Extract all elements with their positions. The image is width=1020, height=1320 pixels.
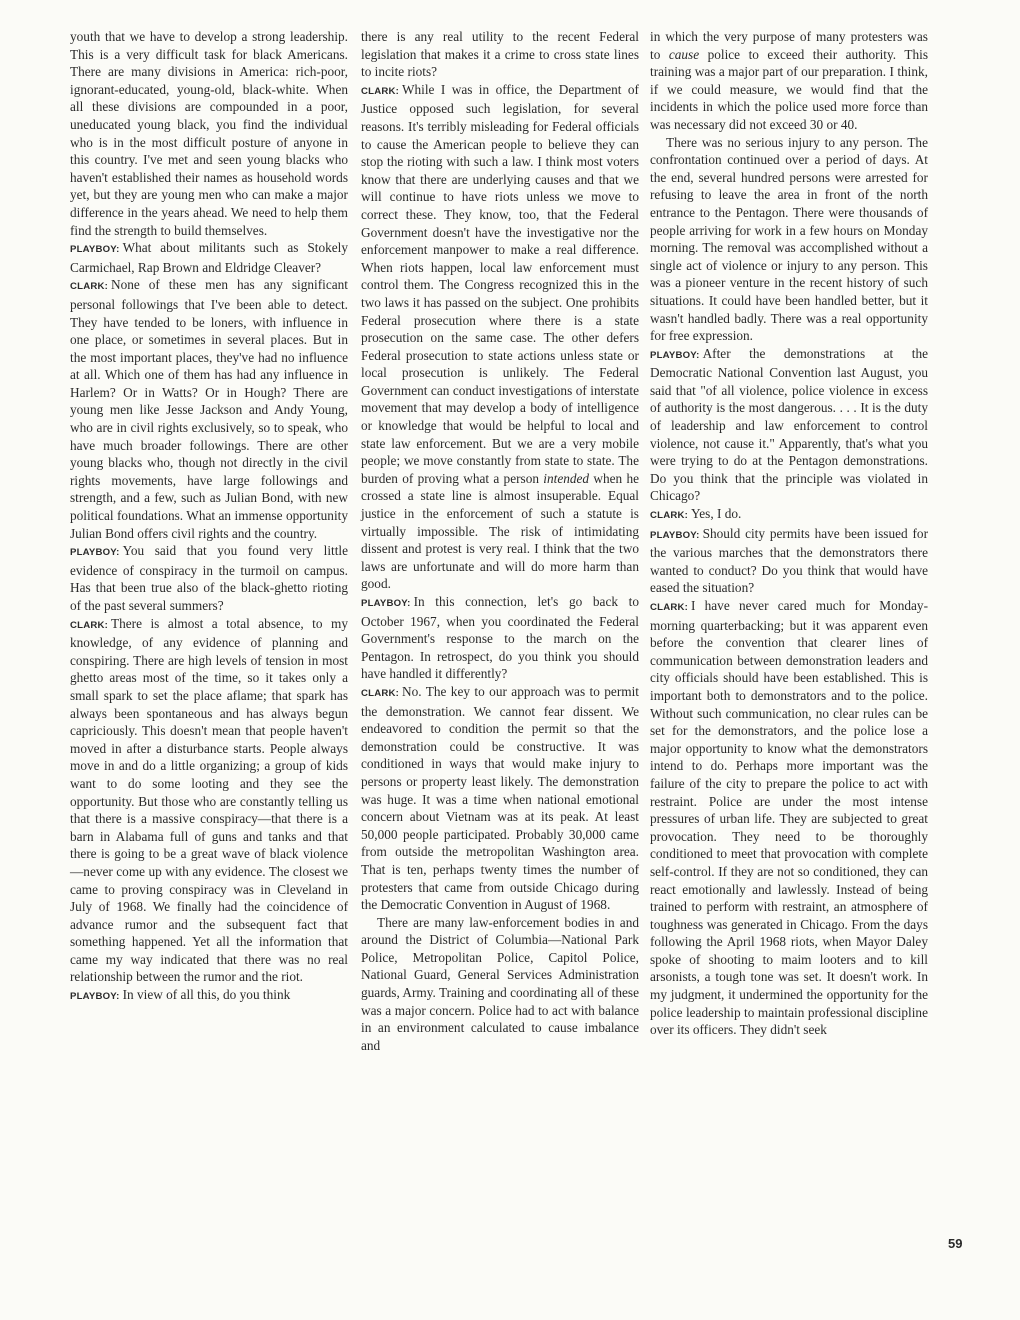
paragraph <box>70 239 348 276</box>
speaker-label: PLAYBOY: <box>70 991 120 1003</box>
speaker-label: CLARK: <box>70 619 108 631</box>
paragraph-text: in which the very purpose of many protesters was to <box>650 29 928 62</box>
paragraph <box>361 593 639 683</box>
paragraph <box>70 542 348 614</box>
paragraph <box>650 505 928 525</box>
text-column-1 <box>70 28 348 1006</box>
paragraph <box>361 81 639 593</box>
paragraph-text: I have never cared much for Monday-morning quarterbacking; but it was apparent even before the convention that clearer lines of communication between demonstration leaders and city officials should have been established. This is important both to demonstrators and to the police. Without such communication, no clear rules can be set for the demonstrators, and the police lose a major opportunity to know what the demonstrators intend to do. Perhaps more important was the failure of the city to prepare the police to act with restraint. Police are under the most intense pressures of urban life. They are subjected to great provocation. They need to be thoroughly conditioned to meet that provocation with complete self-control. If they are not so conditioned, they can react emotionally and lawlessly. Instead of being trained to perform with restraint, an atmosphere of toughness was generated in Chicago. From the days following the April 1968 riots, when Mayor Daley spoke of shooting to maim looters and to kill arsonists, a tough tone was set. It doesn't work. In my judgment, it undermined the opportunity for the police leadership to maintain professional discipline over its officers. They didn't seek <box>650 598 928 1038</box>
paragraph-text: Should city permits have been issued for the various marches that the demonstrators there wanted to conduct? Do you think that would have eased the situation? <box>650 525 928 596</box>
speaker-label: PLAYBOY: <box>70 244 120 256</box>
paragraph-text: You said that you found very little evidence of conspiracy in the turmoil on campus. Has that been true also of the black-ghetto rioting of the past several summers? <box>70 543 348 613</box>
paragraph <box>650 597 928 1039</box>
text-column-3 <box>650 28 928 1039</box>
speaker-label: PLAYBOY: <box>650 529 700 541</box>
paragraph-text: While I was in office, the Department of Justice opposed such legislation, for several reasons. It's terribly misleading for Federal officials to cause the American people to believe they can stop the rioting with such a law. I think most voters know that there are underlying causes and that we will continue to have riots unless we move to correct these. They know, too, that the Federal Government doesn't have the investigative nor the enforcement manpower to make a real difference. When riots happen, local law enforcement must control them. The Congress recognized this in the two laws it has passed on the subject. One prohibits Federal prosecution where there is a state prosecution on the same case. The other defers Federal prosecution to state actions unless state or local prosecution is unlikely. The Federal Government can conduct investigations of interstate movement that may develop a body of intelligence or knowledge that would be helpful to local and state law enforcement. But we are a very mobile people; we move constantly from state to state. The burden of proving what a person <box>361 81 639 486</box>
page-number: 59 <box>948 1236 963 1251</box>
paragraph-text: What about militants such as Stokely Carmichael, Rap Brown and Eldridge Cleaver? <box>70 240 348 275</box>
paragraph: There was no serious injury to any person. The confrontation continued over a period of days. At the end, several hundred persons were arrested for refusing to leave the area in front of the north entrance to the Pentagon. There were thousands of people arriving for work in a few hours on Monday morning. The removal was accomplished without a single act of violence or injury to any person. This was a pioneer venture in the recent history of such situations. It could have been handled better, but it wasn't handled badly. There was a real opportunity for free expression. <box>650 134 928 344</box>
paragraph <box>70 276 348 542</box>
paragraph <box>70 986 348 1006</box>
speaker-label: CLARK: <box>650 510 688 522</box>
speaker-label: PLAYBOY: <box>650 349 700 361</box>
paragraph-text: After the demonstrations at the Democratic National Convention last August, you said that "of all violence, police violence in excess of authority is the most dangerous. . . . It is the duty of leadership and law enforcement to control violence, not cause it." Apparently, that's what you were trying to do at the Pentagon demonstrations. Do you think that the principle was violated in Chicago? <box>650 345 928 504</box>
speaker-label: PLAYBOY: <box>361 598 411 609</box>
text-column-2 <box>361 28 639 1054</box>
speaker-label: CLARK: <box>650 602 688 613</box>
paragraph: youth that we have to develop a strong leadership. This is a very difficult task for black Americans. There are many divisions in America: rich-poor, ignorant-educated, young-old, black-white. When all these divisions are compounded in a poor, uneducated young black, you find the individual who is in the most difficult posture of anyone in this country. I've met and seen young blacks who haven't established their names as household words yet, but they are young men who can make a major difference in the years ahead. We need to help them find the strength to build themselves. <box>70 29 348 238</box>
paragraph: there is any real utility to the recent Federal legislation that makes it a crime to cross state lines to incite riots? <box>361 29 639 80</box>
paragraph-text: There is almost a total absence, to my knowledge, of any evidence of planning and conspiring. There are high levels of tension in most ghetto areas most of the time, so it takes only a small spark to set the place aflame; that spark has always been spontaneous and has always begun capriciously. This doesn't mean that people haven't moved in after a disturbance starts. People always move in and do a little organizing; a group of kids want to do some looting and they see the opportunity. But those who are constantly telling us that there is a massive conspiracy—that there is a barn in Alabama full of guns and tanks and that there is going to be a great wave of black violence—never come up with any evidence. The closest we came to proving conspiracy was in Cleveland in July of 1968. We finally had the coincidence of advance rumor and the subsequent fact that something happened. Yet all the information that came my way indicated that there was no real relationship between the rumor and the riot. <box>70 615 348 985</box>
paragraph: There are many law-enforcement bodies in and around the District of Columbia—National Park Police, Metropolitan Police, Capitol Police, National Guard, General Services Administration guards, Army. Training and coordinating all of these was a major concern. Police had to act with balance in an environment calculated to cause imbalance and <box>361 914 639 1053</box>
speaker-label: PLAYBOY: <box>70 547 120 559</box>
paragraph <box>361 683 639 914</box>
emphasis: cause <box>668 46 700 62</box>
emphasis: intended <box>543 470 590 486</box>
paragraph <box>70 615 348 986</box>
paragraph <box>650 28 928 134</box>
speaker-label: CLARK: <box>70 281 108 293</box>
paragraph-text: Yes, I do. <box>690 506 742 522</box>
speaker-label: CLARK: <box>361 85 399 97</box>
paragraph <box>650 525 928 597</box>
paragraph <box>650 345 928 505</box>
speaker-label: CLARK: <box>361 687 399 699</box>
paragraph-text: None of these men has any significant personal followings that I've been able to detect. They have tended to be loners, with influence in one place, or sometimes in several places. But in the most important places, they've had no influence at all. Which one of them has had any influence in Harlem? Or in Watts? Or in Hough? There are young men like Jesse Jackson and Andy Young, who are in civil rights exclusively, so to speak, who have much broader followings. There are other young blacks who, though not directly in the civil rights movements, have large followings and strength, and a few, such as Julian Bond, with new political foundations. What an immense opportunity Julian Bond offers civil rights and the country. <box>70 277 348 541</box>
paragraph-text: In view of all this, do you think <box>122 987 291 1003</box>
paragraph-text: police to exceed their authority. This training was a major part of our preparation. I think, if we could measure, we would find that the incidents in which the police used more force than was necessary did not exceed 30 or 40. <box>650 46 928 132</box>
paragraph-text: No. The key to our approach was to permit the demonstration. We cannot fear dissent. We endeavored to condition the permit so that the demonstration could be constructive. It was conditioned in ways that would make injury to persons or property least likely. The demonstration was huge. It was a time when national emotional concern about Vietnam was at its peak. At least 50,000 people participated. Probably 30,000 came from outside the metropolitan Washington area. That is ten, perhaps twenty times the number of protesters that came from outside Chicago during the Democratic Convention in August of 1968. <box>361 683 639 913</box>
paragraph-text: In this connection, let's go back to October 1967, when you coordinated the Federal Government's response to the march on the Pentagon. In retrospect, do you think you should have handled it differently? <box>361 594 639 682</box>
paragraph-text: when he crossed a state line is almost insuperable. Equal justice in the enforcement of such a statute is virtually impossible. The risk of intimidating dissent and protest is very real. I think that the two laws are unfortunate and will do more harm than good. <box>361 470 639 592</box>
